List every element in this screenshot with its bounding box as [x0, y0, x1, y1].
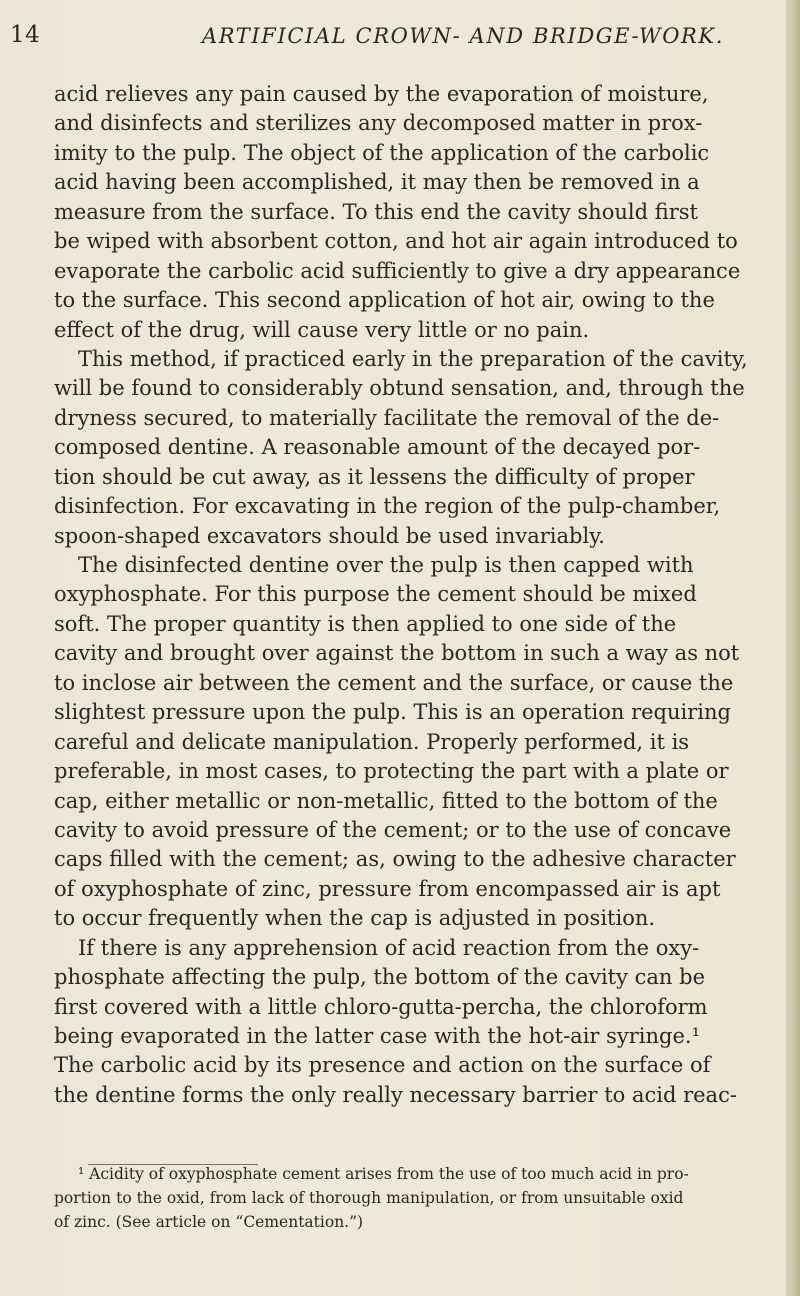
text-line: soft. The proper quantity is then applied to one side of the: [54, 611, 677, 636]
page-number: 14: [10, 22, 41, 48]
text-line: measure from the surface. To this end the cavity should first: [54, 199, 698, 224]
text-line: and disinfects and sterilizes any decomposed matter in prox-: [54, 111, 703, 136]
text-line: This method, if practiced early in the preparation of the cavity,: [78, 346, 748, 371]
page-edge: [786, 0, 800, 1296]
text-line: The carbolic acid by its presence and action on the surface of: [54, 1053, 711, 1078]
text-line: the dentine forms the only really necessary barrier to acid reac-: [54, 1082, 737, 1107]
text-line: being evaporated in the latter case with the hot-air syringe.¹: [54, 1024, 701, 1048]
footnotes: [54, 1162, 782, 1234]
text-line: oxyphosphate. For this purpose the cement should be mixed: [54, 582, 697, 607]
footnote-line: portion to the oxid, from lack of thorough manipulation, or from unsuitable oxid: [54, 1189, 684, 1207]
text-line: tion should be cut away, as it lessens the difficulty of proper: [54, 464, 695, 489]
text-line: will be found to considerably obtund sensation, and, through the: [54, 376, 745, 401]
text-line: phosphate affecting the pulp, the bottom of the cavity can be: [54, 965, 705, 990]
page-header: [10, 22, 770, 56]
text-line: caps filled with the cement; as, owing to the adhesive character: [54, 847, 736, 872]
text-line: to inclose air between the cement and the surface, or cause the: [54, 670, 734, 695]
text-line: to occur frequently when the cap is adjusted in position.: [54, 906, 656, 931]
text-line: preferable, in most cases, to protecting the part with a plate or: [54, 759, 729, 784]
text-line: cap, either metallic or non-metallic, fitted to the bottom of the: [54, 788, 718, 813]
footnote-line: ¹ Acidity of oxyphosphate cement arises from the use of too much acid in pro-: [78, 1165, 689, 1183]
footnote-line: of zinc. (See article on “Cementation.”): [54, 1213, 364, 1231]
text-line: slightest pressure upon the pulp. This is an operation requiring: [54, 700, 731, 725]
text-line: If there is any apprehension of acid reaction from the oxy-: [78, 935, 700, 960]
body-text: [54, 80, 782, 1110]
text-line: dryness secured, to materially facilitate the removal of the de-: [54, 405, 720, 430]
text-line: disinfection. For excavating in the region of the pulp-chamber,: [54, 494, 721, 519]
text-line: cavity and brought over against the bottom in such a way as not: [54, 641, 740, 666]
text-line: effect of the drug, will cause very little or no pain.: [54, 317, 590, 342]
text-line: evaporate the carbolic acid sufficiently to give a dry appearance: [54, 258, 741, 283]
text-line: careful and delicate manipulation. Properly performed, it is: [54, 729, 690, 754]
text-line: to the surface. This second application of hot air, owing to the: [54, 288, 715, 313]
running-title: ARTIFICIAL CROWN- AND BRIDGE-WORK.: [202, 24, 724, 48]
text-line: be wiped with absorbent cotton, and hot air again introduced to: [54, 229, 738, 254]
text-line: spoon-shaped excavators should be used invariably.: [54, 523, 605, 548]
text-line: cavity to avoid pressure of the cement; or to the use of concave: [54, 817, 732, 842]
text-line: composed dentine. A reasonable amount of the decayed por-: [54, 435, 701, 460]
text-line: The disinfected dentine over the pulp is then capped with: [78, 553, 694, 577]
text-line: first covered with a little chloro-gutta-percha, the chloroform: [54, 994, 708, 1019]
text-line: acid relieves any pain caused by the evaporation of moisture,: [54, 82, 709, 106]
text-line: imity to the pulp. The object of the application of the carbolic: [54, 140, 710, 165]
text-line: acid having been accomplished, it may then be removed in a: [54, 170, 700, 195]
text-line: of oxyphosphate of zinc, pressure from encompassed air is apt: [54, 876, 721, 901]
